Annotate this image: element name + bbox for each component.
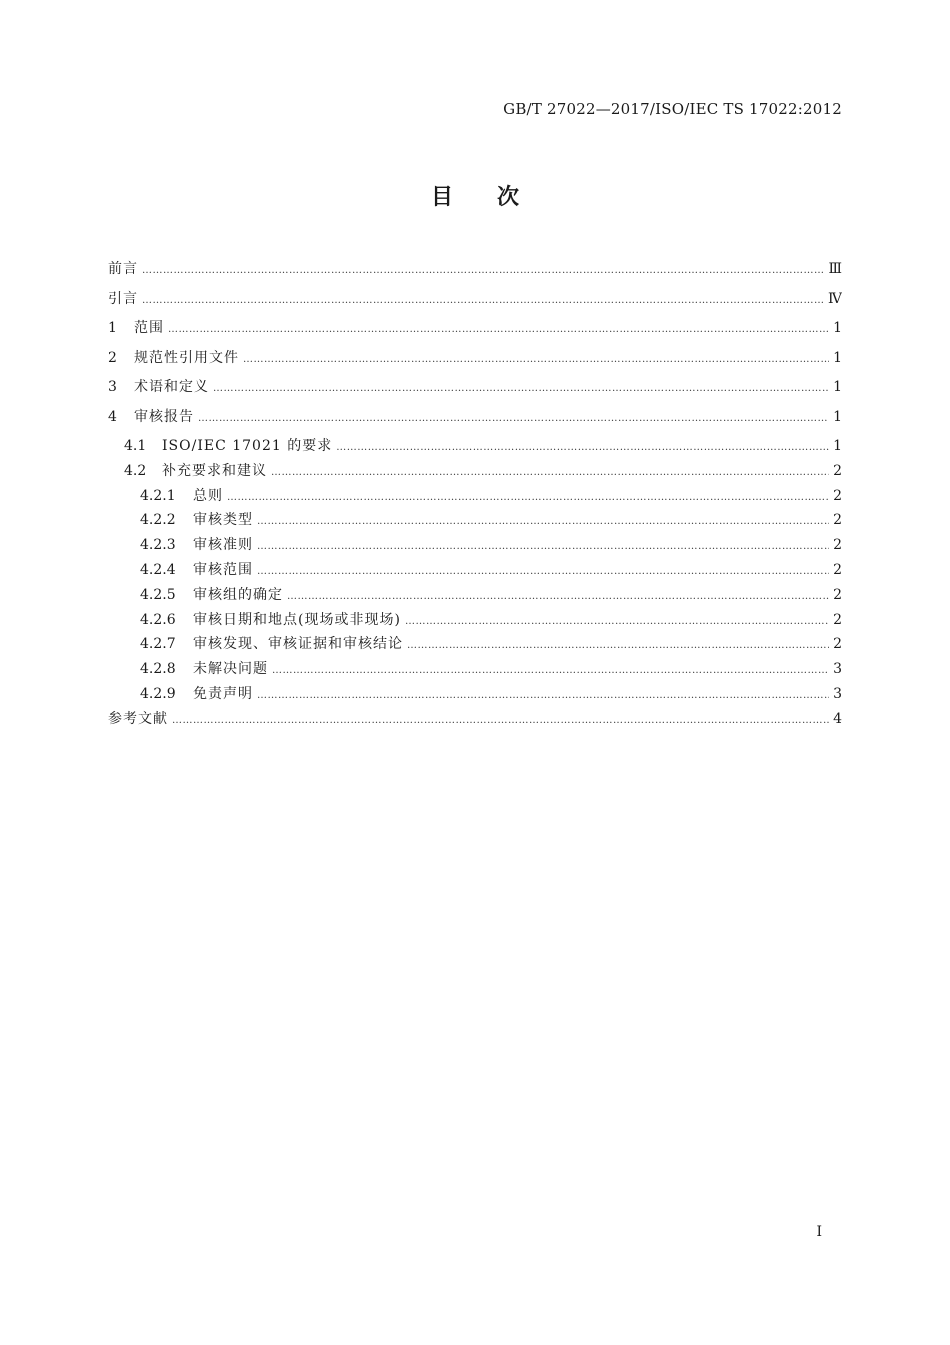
toc-number: 1 [108,320,117,336]
toc-entry[interactable] [108,708,842,738]
toc-label: 引言 [108,290,138,307]
toc-number: 2 [108,349,117,366]
toc-entry[interactable] [108,485,842,510]
toc-page: Ⅲ [828,261,842,277]
toc-leader [271,467,829,478]
toc-entry[interactable] [108,288,842,318]
toc-leader [407,640,829,651]
toc-leader [287,591,829,602]
toc-page: 2 [833,537,842,554]
toc-leader [168,324,829,335]
toc-label: 审核类型 [193,512,253,529]
toc-number: 4.1 [124,438,147,454]
toc-entry[interactable] [108,376,842,406]
toc-label: ISO/IEC 17021 的要求 [162,438,333,454]
toc-leader [272,665,829,676]
page-number: I [816,1224,822,1240]
toc-entry[interactable] [108,509,842,534]
toc-page: 2 [833,636,842,653]
toc-label: 术语和定义 [134,379,209,395]
toc-page: 2 [833,561,842,578]
toc-page: 2 [833,487,842,504]
toc-number: 4.2.5 [140,586,176,603]
toc-entry[interactable] [108,584,842,609]
document-code: GB/T 27022—2017/ISO/IEC TS 17022:2012 [503,100,842,118]
toc-label: 审核范围 [193,561,253,578]
toc-label: 审核报告 [134,408,194,425]
toc-page: 1 [833,379,842,395]
toc-label: 参考文献 [108,710,168,727]
toc-page: 2 [833,586,842,603]
toc-label: 免责声明 [193,685,253,702]
toc-entry[interactable] [108,683,842,708]
toc-label: 前言 [108,261,138,277]
toc-entry[interactable] [108,658,842,683]
toc-entry[interactable] [108,460,842,485]
toc-entry[interactable] [108,435,842,460]
toc-number: 4 [108,408,117,425]
toc-leader [257,541,829,552]
page-title: 目次 [430,185,563,210]
toc-leader [142,295,824,306]
toc-entry[interactable] [108,347,842,377]
toc-page: 1 [833,320,842,336]
toc-leader [257,566,829,577]
toc-leader [227,492,829,503]
toc-leader [243,354,829,365]
toc-label: 补充要求和建议 [162,462,267,479]
toc-label: 审核发现、审核证据和审核结论 [193,636,403,653]
toc-leader [198,413,829,424]
toc-label: 未解决问题 [193,661,268,678]
toc-page: 3 [833,661,842,678]
toc-label: 规范性引用文件 [134,349,239,366]
toc-number: 4.2.7 [140,636,176,653]
toc-leader [405,616,829,627]
toc-number: 4.2.9 [140,685,176,702]
toc-entry[interactable] [108,317,842,347]
toc-leader [257,690,829,701]
toc-number: 3 [108,379,117,395]
toc-label: 审核组的确定 [193,586,283,603]
toc-label: 审核日期和地点(现场或非现场) [193,611,401,628]
toc-number: 4.2.1 [140,487,176,504]
toc-number: 4.2.4 [140,561,176,578]
toc-leader [336,442,829,453]
toc-leader [257,516,829,527]
toc-page: Ⅳ [828,290,842,307]
toc-leader [172,715,829,726]
toc-leader [142,265,824,276]
toc-page: 1 [833,349,842,366]
toc-page: 1 [833,438,842,454]
toc-entry[interactable] [108,406,842,436]
toc-page: 2 [833,512,842,529]
toc-label: 审核准则 [193,537,253,554]
toc-page: 2 [833,462,842,479]
toc-number: 4.2.3 [140,537,176,554]
toc-number: 4.2.8 [140,661,176,678]
toc-number: 4.2.6 [140,611,176,628]
toc-page: 3 [833,685,842,702]
toc-number: 4.2.2 [140,512,176,529]
toc-entry[interactable] [108,559,842,584]
toc-page: 4 [833,710,842,727]
toc-number: 4.2 [124,462,147,479]
toc-entry[interactable] [108,609,842,634]
toc-label: 总则 [193,487,223,504]
toc-page: 1 [833,408,842,425]
toc-entry[interactable] [108,633,842,658]
toc-entry[interactable] [108,534,842,559]
toc-label: 范围 [134,320,164,336]
toc-entry[interactable] [108,258,842,288]
table-of-contents [108,258,842,737]
toc-leader [213,383,829,394]
toc-page: 2 [833,611,842,628]
